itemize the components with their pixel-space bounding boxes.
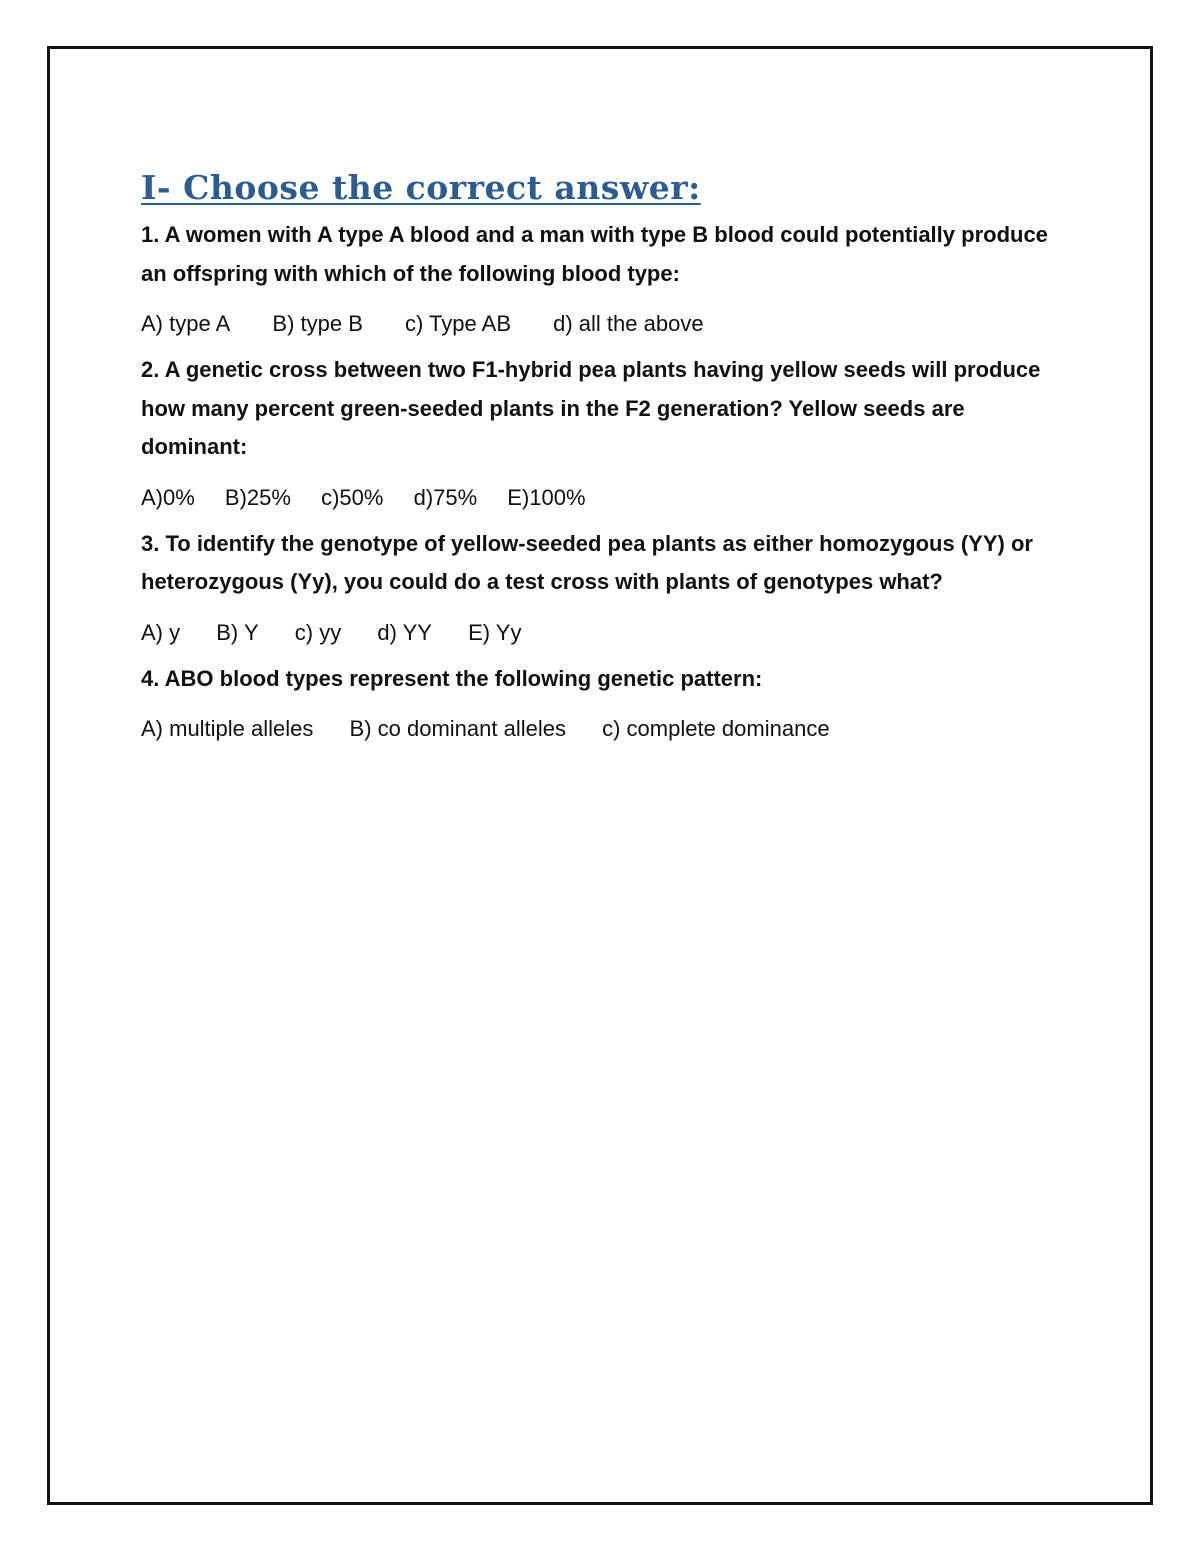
question-4: 4. ABO blood types represent the following genetic pattern: bbox=[141, 665, 763, 691]
option-a: A) y bbox=[141, 619, 181, 645]
question-2: 2. A genetic cross between two F1-hybrid pea plants having yellow seeds will produce how many percent green-seeded plants in the F2 generation? Yellow seeds are dominant: bbox=[141, 357, 1041, 459]
option-d: d) YY bbox=[377, 619, 432, 645]
option-d: d) all the above bbox=[553, 311, 704, 336]
question-2-options bbox=[141, 483, 1071, 513]
option-b: B) type B bbox=[272, 311, 363, 336]
option-b: B) co dominant alleles bbox=[349, 716, 566, 741]
option-a: A) type A bbox=[141, 311, 231, 336]
option-d: d)75% bbox=[413, 484, 478, 510]
question-1-options bbox=[141, 309, 1071, 339]
section-heading: I- Choose the correct answer: bbox=[141, 168, 701, 207]
option-a: A) multiple alleles bbox=[141, 716, 314, 741]
option-e: E)100% bbox=[507, 484, 586, 510]
option-c: c)50% bbox=[321, 484, 384, 510]
option-c: c) complete dominance bbox=[602, 716, 830, 741]
option-b: B) Y bbox=[216, 619, 259, 645]
option-b: B)25% bbox=[224, 484, 291, 510]
option-c: c) yy bbox=[294, 619, 342, 645]
option-a: A)0% bbox=[141, 484, 195, 510]
question-4-options bbox=[141, 714, 1071, 744]
option-e: E) Yy bbox=[468, 619, 522, 645]
question-1: 1. A women with A type A blood and a man with type B blood could potentially produce an offspring with which of the following blood type: bbox=[141, 222, 1048, 286]
option-c: c) Type AB bbox=[405, 311, 511, 336]
question-3-options bbox=[141, 618, 1071, 648]
worksheet-content bbox=[141, 168, 1071, 756]
question-3: 3. To identify the genotype of yellow-seeded pea plants as either homozygous (YY) or heterozygous (Yy), you could do a test cross with plants of genotypes what? bbox=[141, 530, 1033, 594]
